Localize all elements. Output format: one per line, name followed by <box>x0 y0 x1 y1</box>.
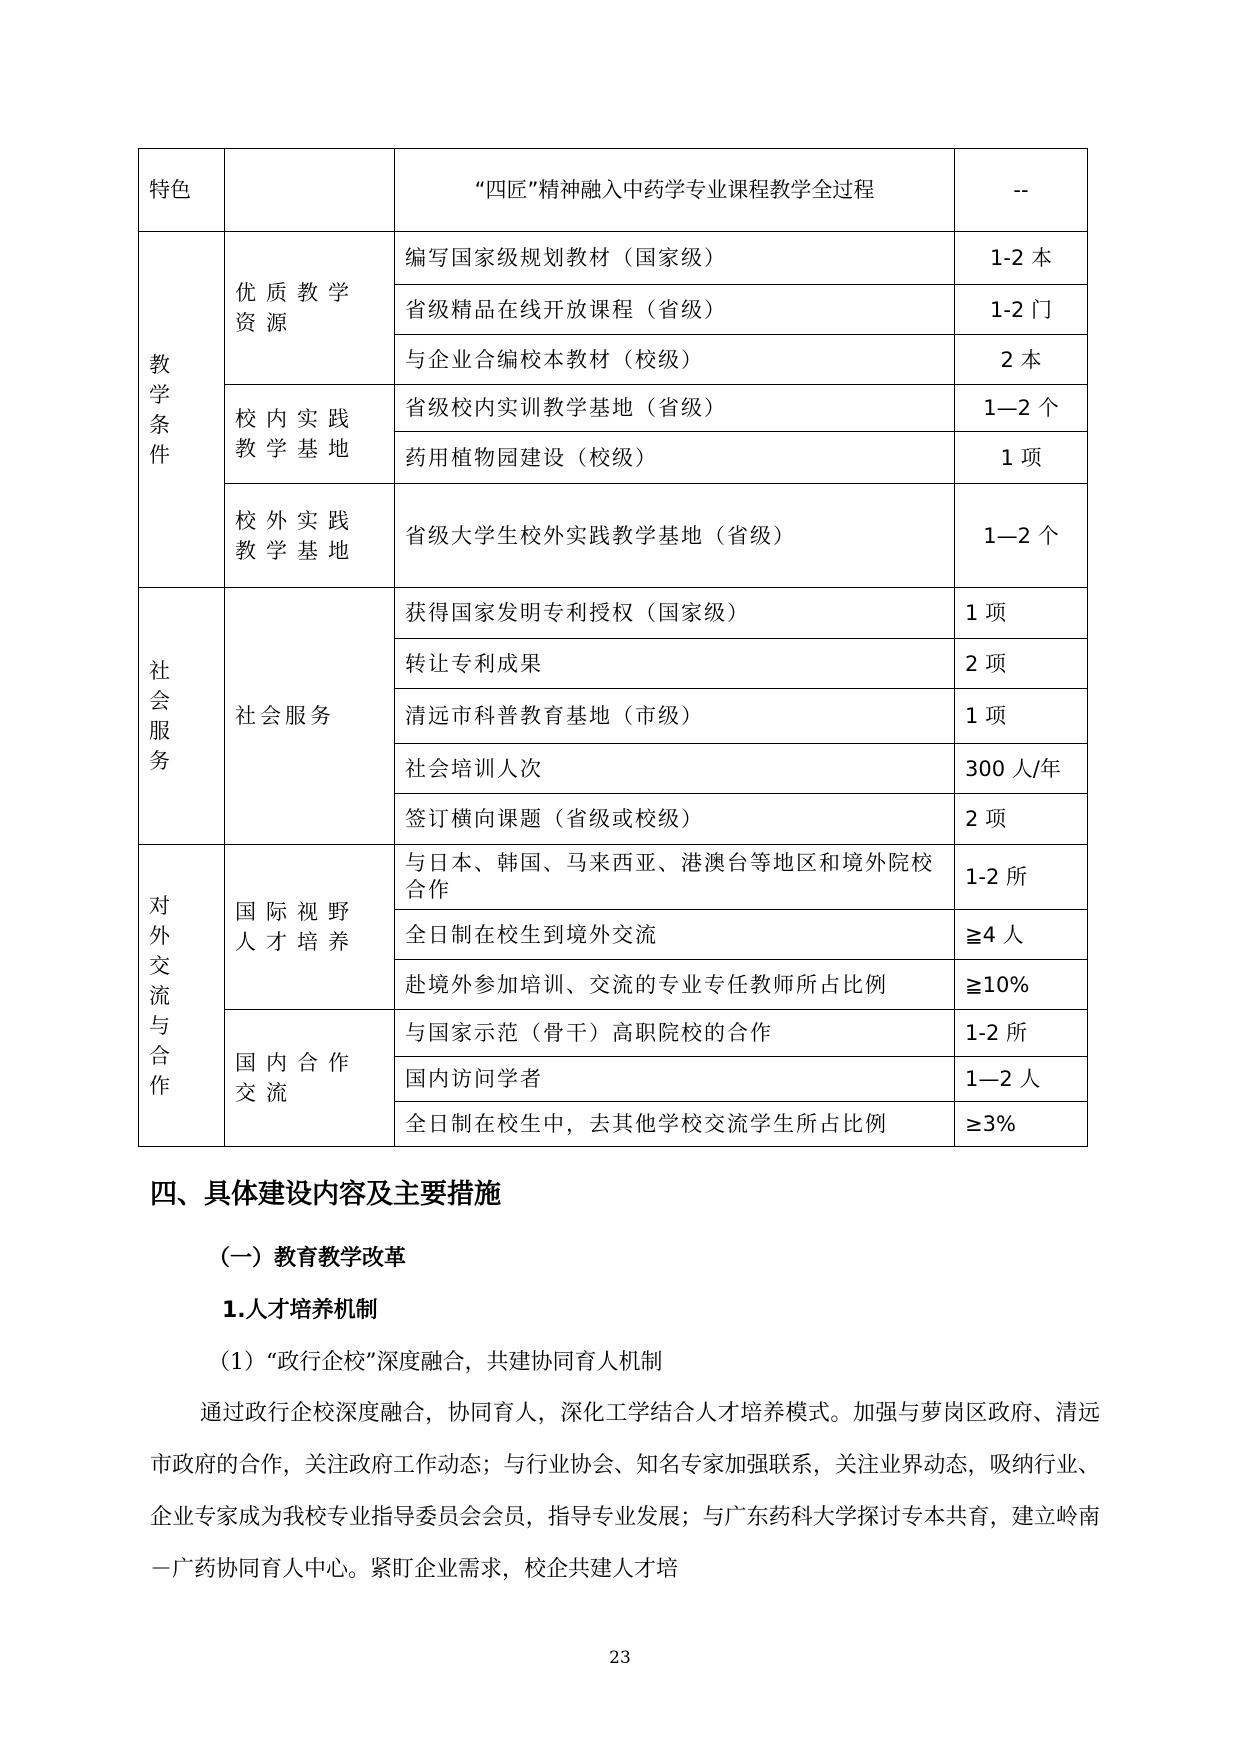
target-cell: ≧10% <box>955 960 1088 1010</box>
item-heading: （1）“政行企校”深度融合，共建协同育人机制 <box>208 1350 663 1375</box>
item-cell: 编写国家级规划教材（国家级） <box>395 232 955 285</box>
category-cell: 对外交流与合作 <box>139 845 225 1147</box>
target-cell: 1-2 本 <box>955 232 1088 285</box>
target-cell: 1—2 个 <box>955 385 1088 432</box>
item-cell: 与日本、韩国、马来西亚、港澳台等地区和境外院校合作 <box>395 845 955 910</box>
target-cell: 1 项 <box>955 432 1088 484</box>
subcategory-cell <box>225 149 395 232</box>
item-cell: 社会培训人次 <box>395 744 955 794</box>
item-cell: 全日制在校生中，去其他学校交流学生所占比例 <box>395 1102 955 1147</box>
table-row <box>139 845 1088 910</box>
item-cell: 与企业合编校本教材（校级） <box>395 335 955 385</box>
category-cell: 教学条件 <box>139 232 225 588</box>
target-cell: 1-2 所 <box>955 845 1088 910</box>
target-cell: 1 项 <box>955 588 1088 639</box>
target-cell: ≧4 人 <box>955 910 1088 960</box>
item-cell: 赴境外参加培训、交流的专业专任教师所占比例 <box>395 960 955 1010</box>
target-cell: 1-2 门 <box>955 285 1088 335</box>
table-row <box>139 484 1088 588</box>
target-cell: 1 项 <box>955 689 1088 744</box>
subcategory-cell: 社会服务 <box>225 588 395 845</box>
item-cell: 药用植物园建设（校级） <box>395 432 955 484</box>
subcategory-cell: 校内实践教学基地 <box>225 385 395 484</box>
target-cell: 1-2 所 <box>955 1010 1088 1057</box>
body-paragraph: 通过政行企校深度融合，协同育人，深化工学结合人才培养模式。加强与萝岗区政府、清远市政府的合作，关注政府工作动态；与行业协会、知名专家加强联系，关注业界动态，吸纳行业、企业专家成为我校专业指导委员会会员，指导专业发展；与广东药科大学探讨专本共育，建立岭南－广药协同育人中心。紧盯企业需求，校企共建人才培 <box>150 1401 1100 1582</box>
subcategory-cell: 国内合作交流 <box>225 1010 395 1147</box>
subcategory-cell: 优质教学资源 <box>225 232 395 385</box>
category-cell: 社会服务 <box>139 588 225 845</box>
targets-table <box>138 148 1088 1147</box>
subsubsection-heading: 1.人才培养机制 <box>222 1298 378 1323</box>
item-cell: 国内访问学者 <box>395 1057 955 1102</box>
target-cell: 1—2 个 <box>955 484 1088 588</box>
item-cell: 省级精品在线开放课程（省级） <box>395 285 955 335</box>
target-cell: 2 本 <box>955 335 1088 385</box>
page-number: 23 <box>609 1648 631 1668</box>
item-cell: 全日制在校生到境外交流 <box>395 910 955 960</box>
subcategory-cell: 国际视野人才培养 <box>225 845 395 1010</box>
table-row <box>139 232 1088 285</box>
target-cell: -- <box>955 149 1088 232</box>
item-cell: 转让专利成果 <box>395 639 955 689</box>
table-row <box>139 149 1088 232</box>
target-cell: ≥3% <box>955 1102 1088 1147</box>
target-cell: 1—2 人 <box>955 1057 1088 1102</box>
item-cell: “四匠”精神融入中药学专业课程教学全过程 <box>395 149 955 232</box>
item-cell: 清远市科普教育基地（市级） <box>395 689 955 744</box>
table-row <box>139 588 1088 639</box>
item-cell: 省级大学生校外实践教学基地（省级） <box>395 484 955 588</box>
item-cell: 与国家示范（骨干）高职院校的合作 <box>395 1010 955 1057</box>
target-cell: 2 项 <box>955 639 1088 689</box>
target-cell: 2 项 <box>955 794 1088 845</box>
item-cell: 获得国家发明专利授权（国家级） <box>395 588 955 639</box>
item-cell: 签订横向课题（省级或校级） <box>395 794 955 845</box>
category-cell: 特色 <box>139 149 225 232</box>
section-heading: 四、具体建设内容及主要措施 <box>150 1179 501 1210</box>
table-row <box>139 1010 1088 1057</box>
table-row <box>139 385 1088 432</box>
subsection-heading: （一）教育教学改革 <box>208 1246 407 1271</box>
subcategory-cell: 校外实践教学基地 <box>225 484 395 588</box>
item-cell: 省级校内实训教学基地（省级） <box>395 385 955 432</box>
target-cell: 300 人/年 <box>955 744 1088 794</box>
